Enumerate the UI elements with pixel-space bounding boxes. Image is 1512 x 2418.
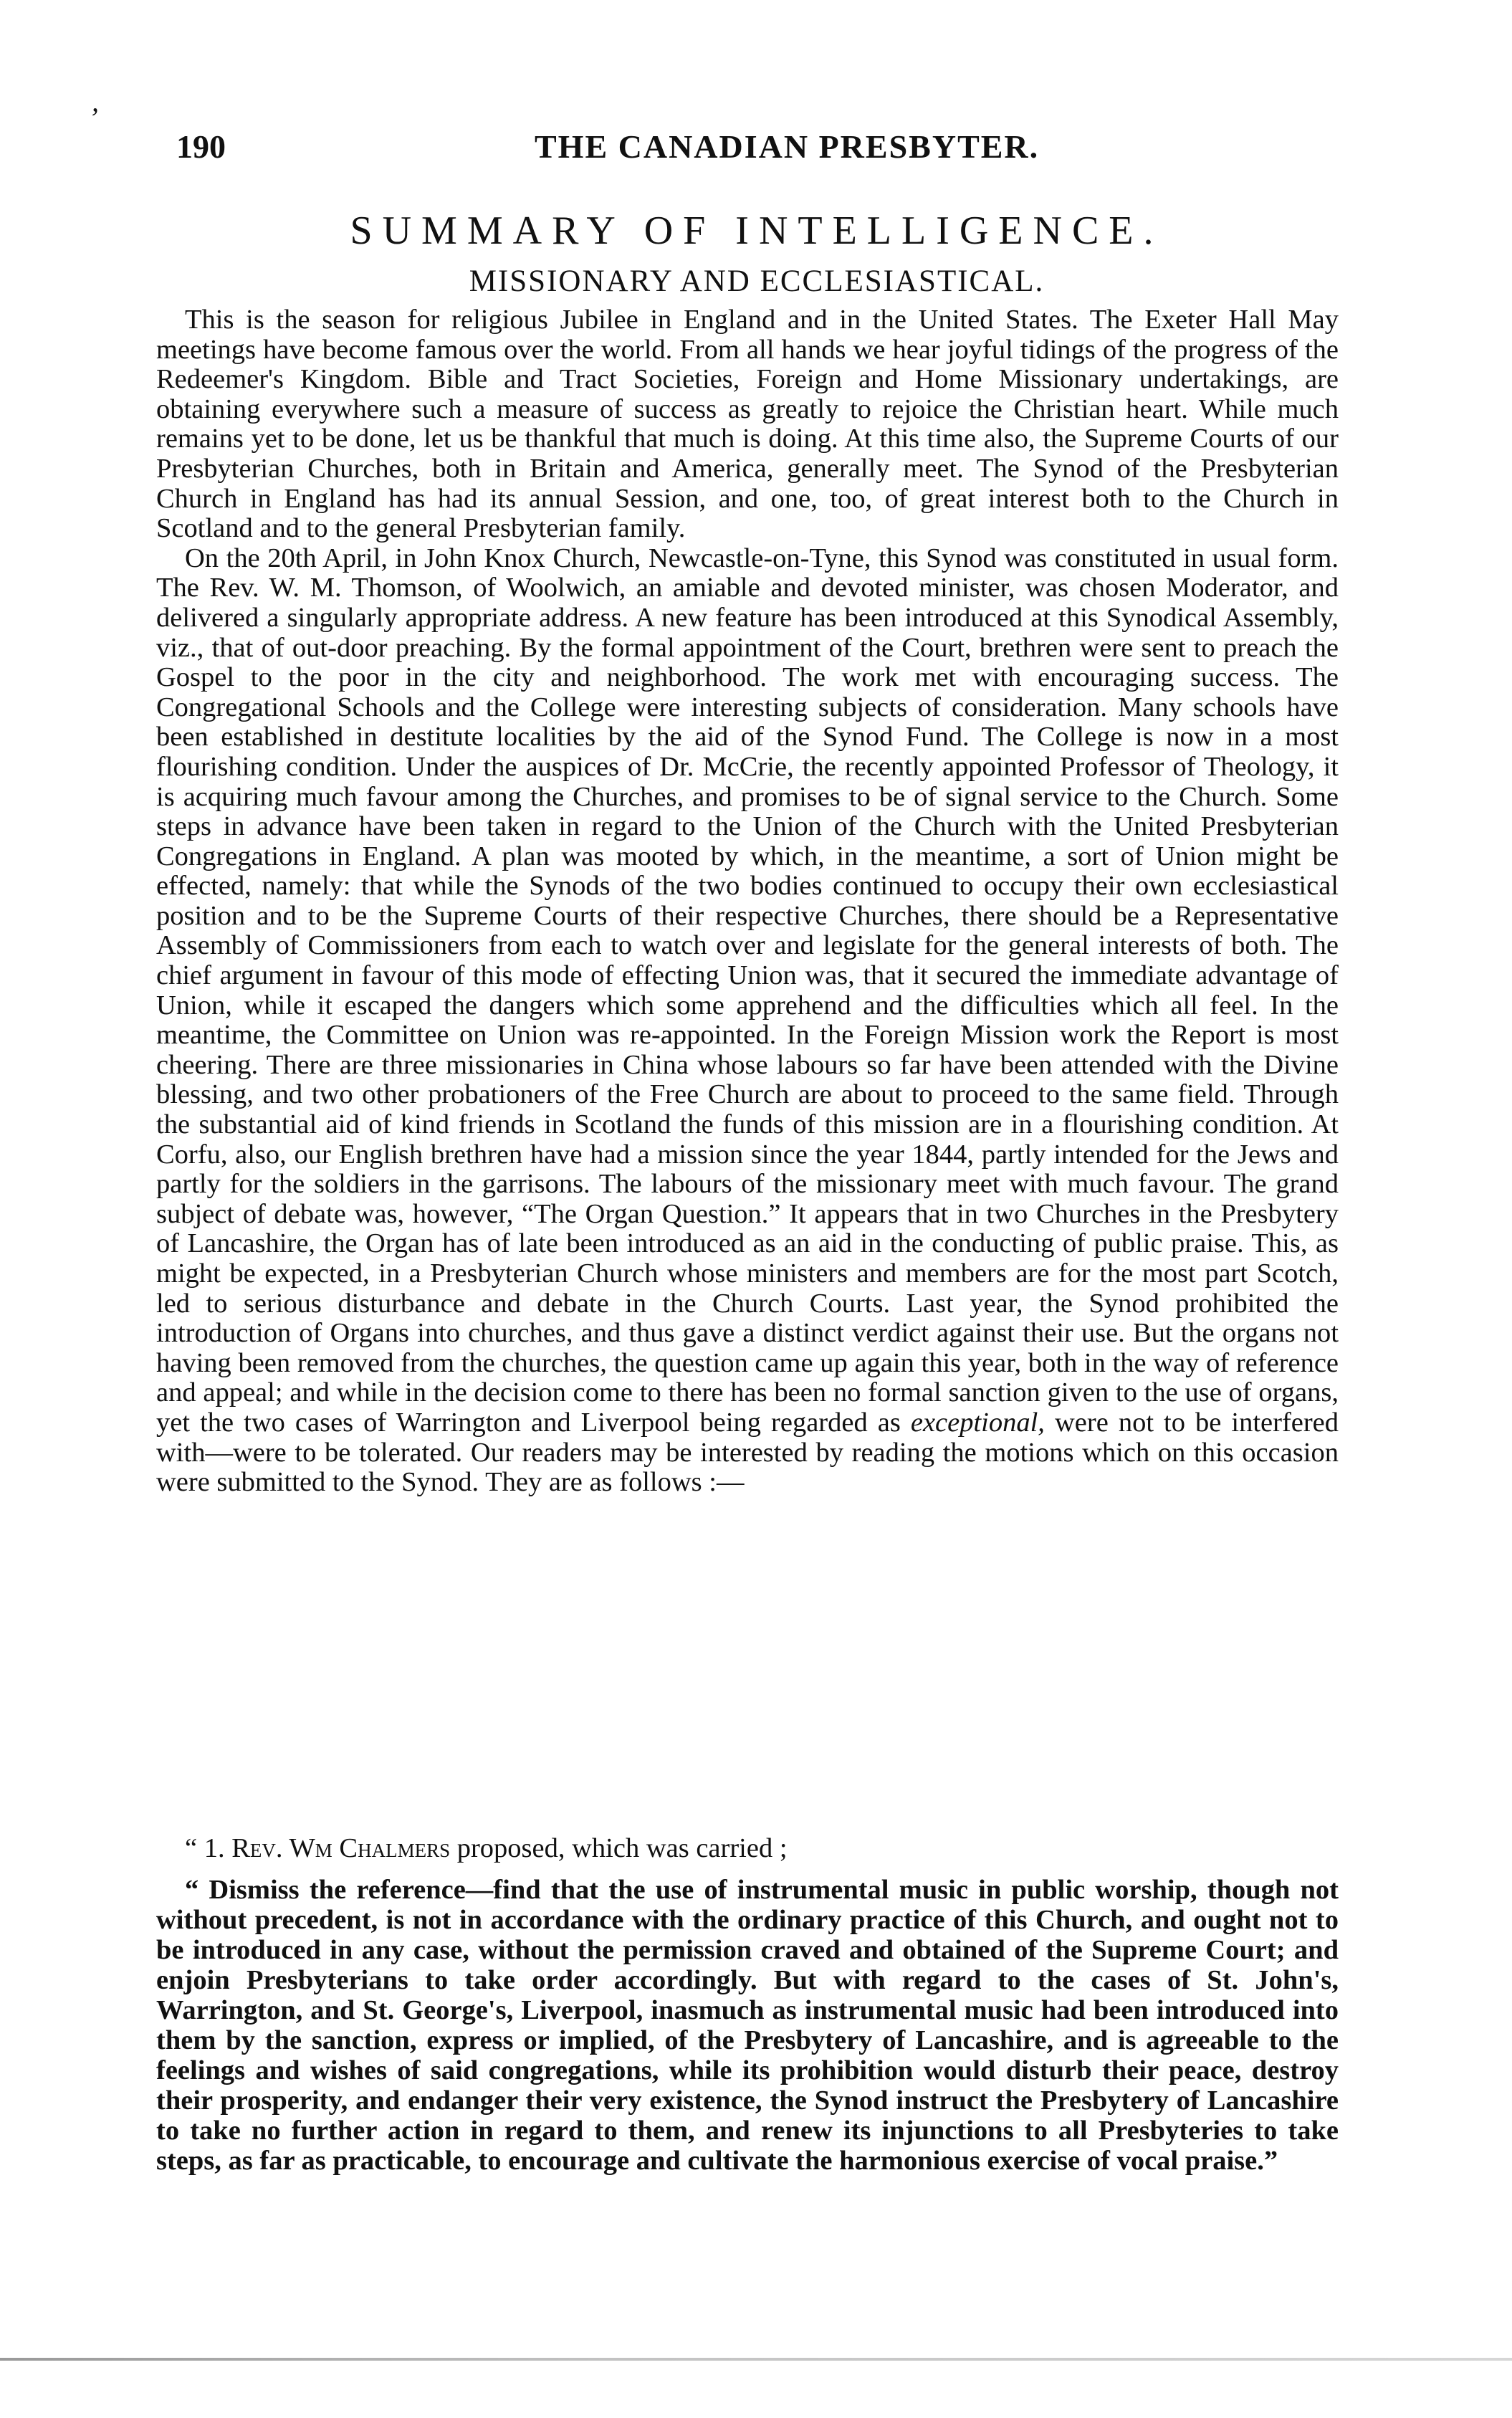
running-head xyxy=(176,128,1337,171)
paragraph-intro: This is the season for religious Jubilee in England and in the United States. The Exeter Hall May meetings have become famous over the world. From all hands we hear joyful tidings of the progress of the Redeemer's Kingdom. Bible and Tract Societies, Foreign and Home Missionary undertakings, are obtaining everywhere such a measure of success as greatly to rejoice the Christian heart. While much remains yet to be done, let us be thankful that much is doing. At this time also, the Supreme Courts of our Presbyterian Churches, both in Britain and America, generally meet. The Synod of the Presbyterian Church in England has had its annual Session, and one, too, of great interest both to the Church in Scotland and to the general Presbyterian family. xyxy=(156,305,1339,544)
motion-mover: Rev. Wm Chalmers xyxy=(231,1833,451,1863)
page-bottom-edge xyxy=(0,2358,1512,2361)
paragraph-synod-text-end: were not to be interfered with—were to be tolerated. Our readers may be interested by reading the motions which on this occasion were submitted to the Synod. They are as follows :— xyxy=(156,1407,1339,1498)
paragraph-synod-text: On the 20th April, in John Knox Church, Newcastle-on-Tyne, this Synod was constituted in usual form. The Rev. W. M. Thomson, of Woolwich, an amiable and devoted minister, was chosen Moderator, and delivered a singularly appropriate address. A new feature has been introduced at this Synodical Assembly, viz., that of out-door preaching. By the formal appointment of the Court, brethren were sent to preach the Gospel to the poor in the city and neighborhood. The work met with encouraging success. The Congregational Schools and the College were interesting subjects of consideration. Many schools have been established in destitute localities by the aid of the Synod Fund. The College is now in a most flourishing condition. Under the auspices of Dr. McCrie, the recently appointed Professor of Theology, it is acquiring much favour among the Churches, and promises to be of signal service to the Church. Some steps in advance have been taken in regard to the Union of the Church with the United Presbyterian Congregations in England. A plan was mooted by which, in the meantime, a sort of Union might be effected, namely: that while the Synods of the two bodies continued to occupy their own ecclesiastical position and to be the Supreme Courts of their respective Churches, there should be a Representative Assembly of Commissioners from each to watch over and legislate for the general interests of both. The chief argument in favour of this mode of effecting Union was, that it secured the immediate advantage of Union, while it escaped the dangers which some apprehend and the difficulties which all feel. In the meantime, the Committee on Union was re-appointed. In the Foreign Mission work the Report is most cheering. There are three missionaries in China whose labours so far have been attended with the Divine blessing, and two other probationers of the Free Church are about to proceed to the same field. Through the substantial aid of kind friends in Scotland the funds of this mission are in a flourishing condition. At Corfu, also, our English brethren have had a mission since the year 1844, partly intended for the Jews and partly for the soldiers in the garrisons. The labours of the missionary meet with much favour. The grand subject of debate was, however, “The Organ Question.” It appears that in two Churches in the Presbytery of Lancashire, the Organ has of late been introduced as an aid in the conducting of public praise. This, as might be expected, in a Presbyterian Church whose ministers and members are for the most part Scotch, led to serious disturbance and debate in the Church Courts. Last year, the Synod prohibited the introduction of Organs into churches, and thus gave a distinct verdict against their use. But the organs not having been removed from the churches, the question came up again this year, both in the way of reference and appeal; and while in the decision come to there has been no formal sanction given to the use of organs, yet the two cases of Warrington and Liverpool being regarded as xyxy=(156,543,1339,1438)
article-body xyxy=(156,305,1339,1498)
paragraph-synod xyxy=(156,544,1339,1498)
page-number: 190 xyxy=(176,128,226,165)
motion-number: “ 1. xyxy=(185,1833,225,1863)
motion-heading xyxy=(156,1833,1339,1863)
journal-title: THE CANADIAN PRESBYTER. xyxy=(535,128,1040,165)
margin-mark: , xyxy=(92,85,99,118)
emphasis-exceptional: exceptional, xyxy=(910,1407,1045,1438)
motion-outcome: proposed, which was carried ; xyxy=(456,1833,788,1863)
motion-quote xyxy=(156,1833,1339,2176)
section-subtitle: MISSIONARY AND ECCLESIASTICAL. xyxy=(469,264,1045,298)
section-title: SUMMARY OF INTELLIGENCE. xyxy=(350,209,1164,253)
motion-text: “ Dismiss the reference—find that the use of instrumental music in public worship, though not without precedent, is not in accordance with the ordinary practice of this Church, and ought not to be introduced in any case, without the permission craved and obtained of the Supreme Court; and enjoin Presbyterians to take order accordingly. But with regard to the cases of St. John's, Warrington, and St. George's, Liverpool, inasmuch as instrumental music had been introduced into them by the sanction, express or implied, of the Presbytery of Lancashire, and is agreeable to the feelings and wishes of said congregations, while its prohibition would disturb their peace, destroy their prosperity, and endanger their very existence, the Synod instruct the Presbytery of Lancashire to take no further action in regard to them, and renew its injunctions to all Presbyteries to take steps, as far as practicable, to encourage and cultivate the harmonious exercise of vocal praise.” xyxy=(156,1875,1339,2176)
